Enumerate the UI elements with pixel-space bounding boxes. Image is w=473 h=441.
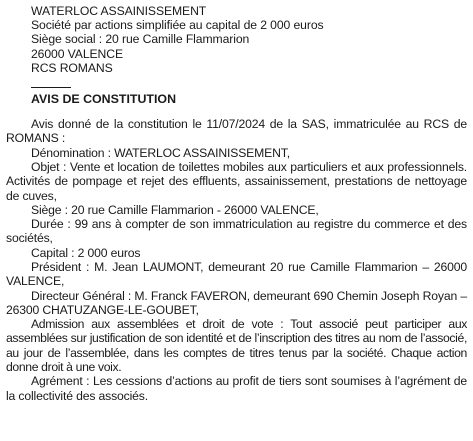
notice-seat-paragraph: Siège : 20 rue Camille Flammarion - 26000 VALENCE, — [31, 202, 319, 217]
company-name: WATERLOC ASSAINISSEMENT — [31, 4, 207, 18]
notice-duration-paragraph: Durée : 99 ans à compter de son immatriculation au registre du commerce et des sociétés, — [6, 217, 467, 246]
separator-rule — [31, 87, 71, 88]
notice-title: AVIS DE CONSTITUTION — [31, 92, 177, 107]
company-city: 26000 VALENCE — [31, 46, 123, 61]
notice-president-paragraph: Président : M. Jean LAUMONT, demeurant 20 rue Camille Flammarion – 26000 VALENCE, — [6, 259, 467, 289]
notice-director-paragraph: Directeur Général : M. Franck FAVERON, demeurant 690 Chemin Joseph Royan – 26300 CHATUZANGE-LE-GOUBET, — [6, 288, 467, 317]
notice-admission-paragraph: Admission aux assemblées et droit de vote : Tout associé peut participer aux assemblées sur justification de son identité et de l’inscription des titres au nom de l’associé, au jour de l’assemblée, dans les comptes de titres tenus par la société. Chaque action donne droit à une voix. — [6, 317, 467, 375]
notice-object-paragraph: Objet : Vente et location de toilettes mobiles aux particuliers et aux professionnels. Activités de pompage et rejet des effluents, assainissement, prestations de nettoyage de cuves, — [6, 159, 467, 203]
company-header — [6, 4, 467, 75]
notice-intro-paragraph: Avis donné de la constitution le 11/07/2024 de la SAS, immatriculée au RCS de ROMANS : — [6, 117, 467, 146]
notice-body — [6, 117, 467, 403]
company-rcs: RCS ROMANS — [31, 60, 113, 75]
company-legal-form: Société par actions simplifiée au capital de 2 000 euros — [31, 18, 324, 33]
notice-capital-paragraph: Capital : 2 000 euros — [31, 245, 141, 260]
notice-approval-paragraph: Agrément : Les cessions d’actions au profit de tiers sont soumises à l’agrément de la collectivité des associés. — [6, 374, 467, 403]
company-registered-office: Siège social : 20 rue Camille Flammarion — [31, 32, 250, 47]
notice-denomination-paragraph: Dénomination : WATERLOC ASSAINISSEMENT, — [31, 145, 290, 160]
